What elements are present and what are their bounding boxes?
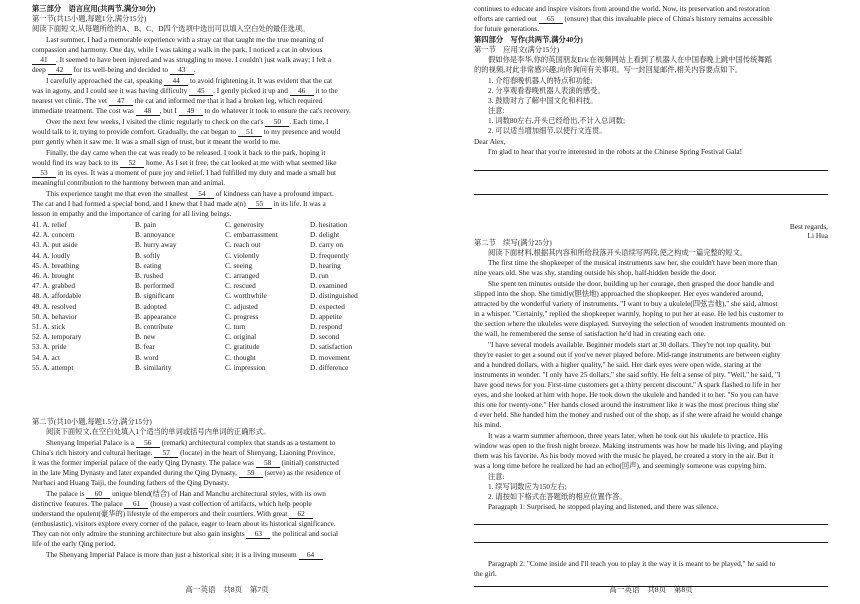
option-c[interactable]: C. embarrassment xyxy=(225,230,278,240)
page-7-text-line: (enthusiastic), visitors explore every corner of the palace, eager to learn about its historical significance. xyxy=(32,519,336,528)
option-c[interactable]: C. worthwhile xyxy=(225,291,267,301)
page-7-text-line: I carefully approached the cat, speaking 44 to avoid frightening it. It was evident that the cat xyxy=(46,76,333,85)
page-8-text-line: 2. 分享观看春晚机器人表演的感受。 xyxy=(488,86,605,95)
answer-blank[interactable]: 55 xyxy=(248,200,272,209)
page-8-text-line: 第二节 续写(满分25分) xyxy=(474,238,552,247)
page-8-text-line: 2. 可以适当增加细节,以使行文连贯。 xyxy=(488,126,607,135)
option-b[interactable]: B. hurry away xyxy=(135,240,177,250)
exam-page-7 xyxy=(32,2,422,594)
option-b[interactable]: B. pain xyxy=(135,220,157,229)
option-b[interactable]: B. performed xyxy=(135,281,174,291)
page-8-text-line: Paragraph 1: Surprised, he stopped playing and listened, and there was silence. xyxy=(488,502,719,511)
page-7-text-line: 第一节(共15小题,每题1分,满分15分) xyxy=(32,14,147,23)
option-d[interactable]: D. hesitation xyxy=(310,220,348,229)
option-b[interactable]: B. annoyance xyxy=(135,230,175,240)
option-b[interactable]: B. similarity xyxy=(135,362,172,372)
page-8-text-line: 1. 词数80左右,开头已经给出,不计入总词数; xyxy=(488,116,626,125)
answer-blank[interactable]: 45 xyxy=(189,87,213,96)
page-8-text-line: 第一节 应用文(满分15分) xyxy=(474,45,560,54)
page-8-text-line: this one for twenty-one." Her hands closed around the instrument like it was the most precious thing she' xyxy=(474,400,780,409)
writing-line[interactable] xyxy=(474,524,828,525)
answer-blank[interactable]: 57 xyxy=(154,449,178,458)
option-d[interactable]: D. respond xyxy=(310,322,343,331)
option-d[interactable]: D. second xyxy=(310,332,340,342)
page-7-text-line: it was the former imperial palace of the early Qing Dynasty. The palace was 58 (initial) constructed xyxy=(32,458,339,467)
page-8-text-line: his mind. xyxy=(474,420,502,429)
option-a[interactable]: 41. A. relief xyxy=(32,220,67,229)
page-8-text-line: 注意: xyxy=(488,106,505,115)
option-b[interactable]: B. adopted xyxy=(135,301,167,311)
page-8-text-line: 1. 介绍春晚机器人的特点和功能; xyxy=(488,76,593,85)
answer-blank[interactable]: 62 xyxy=(289,510,313,519)
answer-blank[interactable]: 61 xyxy=(124,500,148,509)
option-b[interactable]: B. contribute xyxy=(135,322,174,331)
page-8-text-line: have good news for you. First-time customers get a thirty percent discount." A spark flashed to life in her xyxy=(474,380,781,389)
page-7-text-line: purr gently when it saw me. It was a small sign of trust, but it meant the world to me. xyxy=(32,137,281,146)
option-c[interactable]: C. turn xyxy=(225,322,246,331)
option-b[interactable]: B. softly xyxy=(135,250,161,260)
page-7-text-line: 53 in its eyes. It was a moment of pure joy and relief. I had fulfilled my duty and made a small but xyxy=(32,168,336,178)
page-7-footer: 高一英语 共8页 第7页 xyxy=(185,585,269,594)
page-7-text-line: 41 . It seemed to have been injured and was struggling to move. I couldn't just walk away; I felt a xyxy=(32,55,331,65)
option-c[interactable]: C. arranged xyxy=(225,271,260,280)
option-a[interactable]: 47. A. grabbed xyxy=(32,281,75,291)
answer-blank[interactable]: 43 xyxy=(170,66,194,75)
page-7-text-line: distinctive features. The palace 61 (house) a vast collection of artifacts, which help people xyxy=(32,499,312,508)
page-8-text-line: the girl. xyxy=(474,569,497,578)
page-7-text-line: in the late Ming Dynasty and later expanded during the Qing Dynasty, 59 (serve) as the residence of xyxy=(32,468,341,477)
answer-blank[interactable]: 47 xyxy=(109,97,133,106)
option-a[interactable]: 50. A. behavior xyxy=(32,311,77,321)
page-7-text-line: Over the next few weeks, I visited the clinic regularly to check on the cat's 50 . Each time, I xyxy=(46,117,329,126)
option-a[interactable]: 45. A. breathing xyxy=(32,260,80,270)
page-8-text-line: 假如你是李华,你的英国朋友Eric在视频网站上看到了机器人在中国春晚上跳中国传统舞蹈 xyxy=(488,55,772,64)
option-a[interactable]: 53. A. pride xyxy=(32,342,67,352)
option-c[interactable]: C. rescued xyxy=(225,281,256,291)
page-8-text-line: efforts are carried out 65 (ensure) that this invaluable piece of China's history remains accessible xyxy=(474,14,773,23)
option-a[interactable]: 54. A. act xyxy=(32,352,60,362)
page-8-text-line: 注意: xyxy=(488,472,505,481)
option-d[interactable]: D. delight xyxy=(310,230,340,240)
page-7-text-line: They can not only admire the stunning architecture but also gain insights 63 the political and social xyxy=(32,529,339,538)
page-8-text-line: and a hundred dollars, with a higher quality," he said. Her dark eyes were open wide, staring at the xyxy=(474,360,762,369)
page-7-text-line: Nurhaci and Huang Taiji, the founding fathers of the Qing Dynasty. xyxy=(32,478,230,487)
option-a[interactable]: 55. A. attempt xyxy=(32,362,74,372)
page-8-text-line: window was open to the fresh night breeze. Making instruments was how he made his living, and playing xyxy=(474,441,783,450)
option-b[interactable]: B. appearance xyxy=(135,311,177,321)
page-8-text-line: Dear Alex, xyxy=(474,137,506,146)
exam-page-8 xyxy=(474,2,828,594)
page-8-text-line: they're easier to get a sound out if you've never played before. Mid-range instruments are between eighty xyxy=(474,350,781,359)
page-8-text-line: for future generations. xyxy=(474,24,540,33)
answer-blank[interactable]: 49 xyxy=(179,107,203,116)
answer-blank[interactable]: 54 xyxy=(190,190,214,199)
page-8-text-line: The first time the shopkeeper of the musical instruments saw her, she couldn't have been more than xyxy=(488,258,778,267)
page-8-text-line: was a long time before he realized he had an echo(回声), and seemingly someone was copying him. xyxy=(474,461,767,470)
option-d[interactable]: D. distinguished xyxy=(310,291,358,301)
option-d[interactable]: D. frequently xyxy=(310,250,349,260)
option-d[interactable]: D. difference xyxy=(310,362,349,372)
page-8-text-line: "I have several models available. Beginner models start at 30 dollars. They're not top quality, but xyxy=(488,340,771,349)
page-8-text-line: eyes, and she looked at him with hope. He took down the ukulele and handed it to her. "So you can have xyxy=(474,390,779,399)
answer-blank[interactable]: 58 xyxy=(256,459,280,468)
answer-blank[interactable]: 60 xyxy=(86,490,110,499)
page-7-text-line: deep 42 for its well-being and decided to 43 . xyxy=(32,65,196,74)
page-7-text-line: meaningful contribution to the harmony between man and animal. xyxy=(32,178,226,187)
page-8-text-line: attracted by the wonderful variety of instruments. "I want to buy a ukulele(四弦吉他)," she said, almost xyxy=(474,299,778,308)
answer-blank[interactable]: 50 xyxy=(265,118,289,127)
page-7-text-line: Shenyang Imperial Palace is a 56 (remark) architectural complex that stands as a testament to xyxy=(46,438,336,447)
writing-line[interactable] xyxy=(474,170,828,171)
option-a[interactable]: 44. A. loudly xyxy=(32,250,71,260)
option-c[interactable]: C. original xyxy=(225,332,257,342)
page-7-text-line: lesson in empathy and the importance of caring for all living beings. xyxy=(32,209,232,218)
page-8-text-line: the section where the ukuleles were displayed. Surveying the selection of wooden instruments mounted on xyxy=(474,319,786,328)
option-c[interactable]: C. violently xyxy=(225,250,260,260)
option-b[interactable]: B. rushed xyxy=(135,271,163,280)
answer-blank[interactable]: 56 xyxy=(136,439,160,448)
option-d[interactable]: D. carry on xyxy=(310,240,344,250)
writing-line[interactable] xyxy=(474,194,828,195)
option-c[interactable]: C. seeing xyxy=(225,260,253,270)
option-b[interactable]: B. word xyxy=(135,352,159,362)
option-c[interactable]: C. reach out xyxy=(225,240,261,250)
page-8-text-line: 第四部分 写作(共两节,满分40分) xyxy=(474,35,583,44)
page-8-text-line: them was his favorite. As his body moved with the music he played, he created a story in the air. But it xyxy=(474,451,774,460)
option-a[interactable]: 52. A. temporary xyxy=(32,332,82,342)
page-8-text-line: in a whisper. "Certainly," replied the shopkeeper warmly, hoping to put her at ease. He led his customer to xyxy=(474,309,784,318)
page-7-text-line: The Shenyang Imperial Palace is more than just a historical site; it is a living museum 64 xyxy=(46,550,323,560)
signoff-name: Li Hua xyxy=(807,231,828,240)
page-8-text-line: instruments in wonder. "I only have 25 dollars," she said softly. He felt a sense of pity. "Well," he said, "I xyxy=(474,370,781,379)
signoff-regards: Best regards, xyxy=(789,222,828,231)
option-b[interactable]: B. eating xyxy=(135,260,162,270)
page-8-text-line: 3. 鼓励对方了解中国文化和科技。 xyxy=(488,96,598,105)
page-8-text-line: slipped into the shop. She timidly(胆怯地) approached the shopkeeper. Her eyes wandered around, xyxy=(474,289,764,298)
option-d[interactable]: D. appetite xyxy=(310,311,343,321)
page-8-text-line: 的的视频,对此非常感兴趣,向你询问有关事项。写一封回复邮件,相关内容要点如下。 xyxy=(474,65,743,74)
option-a[interactable]: 46. A. brought xyxy=(32,271,75,280)
option-a[interactable]: 43. A. put aside xyxy=(32,240,78,250)
option-a[interactable]: 42. A. concern xyxy=(32,230,75,240)
answer-blank[interactable]: 41 xyxy=(32,56,56,65)
page-8-text-line: 2. 请按如下格式在答题纸的相应位置作答。 xyxy=(488,492,627,501)
option-d[interactable]: D. satisfaction xyxy=(310,342,353,352)
page-7-text-line: 阅读下面短文,在空白处填入1个适当的单词或括号内单词的正确形式。 xyxy=(46,427,271,436)
page-8-text-line: 阅读下面材料,根据其内容和所给段落开头语续写两段,使之构成一篇完整的短文。 xyxy=(488,248,748,257)
writing-line[interactable] xyxy=(474,542,828,543)
page-8-footer: 高一英语 共8页 第8页 xyxy=(609,585,693,594)
page-7-text-line: understand the opulent(豪华的) lifestyle of the emperors and their courtiers. With great 62 xyxy=(32,509,313,519)
option-c[interactable]: C. impression xyxy=(225,362,266,372)
answer-blank[interactable]: 48 xyxy=(136,107,160,116)
page-8-text-line: the wall, he remembered the sense of satisfaction he'd had in creating each one. xyxy=(474,329,706,338)
page-7-text-line: immediate treatment. The cost was 48 , but I 49 to do whatever it took to ensure the cat's recovery. xyxy=(32,106,351,115)
option-c[interactable]: C. adjusted xyxy=(225,301,258,311)
answer-blank[interactable]: 51 xyxy=(238,128,262,137)
page-8-text-line: 1. 续写词数应为150左右; xyxy=(488,482,567,491)
option-c[interactable]: C. thought xyxy=(225,352,256,362)
option-b[interactable]: B. new xyxy=(135,332,156,342)
answer-blank[interactable]: 63 xyxy=(246,530,270,539)
answer-blank[interactable]: 64 xyxy=(299,551,323,560)
page-7-text-line: The cat and I had formed a special bond, and I knew that I had made a(n) 55 in its life. It was a xyxy=(32,199,326,208)
page-8-text-line: It was a warm summer afternoon, three years later, when he took out his ukulele to practice. His xyxy=(488,431,769,440)
page-7-text-line: This experience taught me that even the smallest 54 of kindness can have a profound impact. xyxy=(46,189,334,198)
page-7-text-line: Finally, the day came when the cat was ready to be released. I took it back to the park, hoping it xyxy=(46,148,326,157)
option-d[interactable]: D. run xyxy=(310,271,329,280)
page-7-text-line: nearest vet clinic. The vet 47 the cat and informed me that it had a broken leg, which required xyxy=(32,96,323,105)
page-7-text-line: The palace is 60 unique blend(结合) of Han and Manchu architectural styles, with its own xyxy=(46,489,326,498)
page-7-text-line: would talk to it, trying to provide comfort. Gradually, the cat began to 51 to my presence and would xyxy=(32,127,341,136)
page-7-text-line: would find its way back to its 52 home. As I set it free, the cat looked at me with what seemed like xyxy=(32,158,337,167)
option-c[interactable]: C. gratitude xyxy=(225,342,260,352)
answer-blank[interactable]: 59 xyxy=(239,469,263,478)
page-7-text-line: Last summer, I had a memorable experience with a stray cat that taught me the true meaning of xyxy=(46,35,324,44)
option-c[interactable]: C. progress xyxy=(225,311,259,321)
answer-blank[interactable]: 52 xyxy=(120,159,144,168)
option-b[interactable]: B. significant xyxy=(135,291,175,301)
answer-blank[interactable]: 42 xyxy=(48,66,72,75)
answer-blank[interactable]: 53 xyxy=(32,169,56,178)
answer-blank[interactable]: 46 xyxy=(290,87,314,96)
page-8-text-line: She spent ten minutes outside the door, building up her courage, then grasped the door handle and xyxy=(488,279,774,288)
option-d[interactable]: D. expected xyxy=(310,301,345,311)
page-8-text-line: continues to educate and inspire visitors from around the world. Now, its preservation and restoration xyxy=(474,4,770,13)
page-8-text-line: d ever held. She handed him the money and rushed out of the shop, as if she were afraid he would change xyxy=(474,410,783,419)
answer-blank[interactable]: 44 xyxy=(164,77,188,86)
page-7-text-line: life of the early Qing period. xyxy=(32,539,116,548)
page-8-text-line: Paragraph 2: "Come inside and I'll teach you to play it the way it is meant to be played," he said to xyxy=(488,559,776,568)
page-7-text-line: 阅读下面短文,从每题所给的A、B、C、D四个选项中选出可以填入空白处的最佳选项。 xyxy=(32,24,310,33)
option-b[interactable]: B. fear xyxy=(135,342,155,352)
option-d[interactable]: D. examined xyxy=(310,281,348,291)
page-8-text-line: nine years old. She was shy, standing outside his shop, half-hidden beside the door. xyxy=(474,268,717,277)
page-8-text-line: I'm glad to hear that you're interested in the robots at the Chinese Spring Festival Gala! xyxy=(488,147,743,156)
option-a[interactable]: 49. A. resolved xyxy=(32,301,77,311)
option-d[interactable]: D. movement xyxy=(310,352,350,362)
page-7-text-line: compassion and harmony. One day, while I was taking a walk in the park, I noticed a cat in obvious xyxy=(32,45,323,54)
page-7-text-line: was in agony, and I could see it was having difficulty 45 . I gently picked it up and 46 it to the xyxy=(32,86,338,95)
page-7-text-line: 第三部分 语言应用(共两节,满分30分) xyxy=(32,4,156,13)
option-a[interactable]: 51. A. stick xyxy=(32,322,66,331)
option-a[interactable]: 48. A. affordable xyxy=(32,291,82,301)
answer-blank[interactable]: 65 xyxy=(539,15,563,24)
option-d[interactable]: D. hearing xyxy=(310,260,341,270)
option-c[interactable]: C. generosity xyxy=(225,220,264,229)
page-7-text-line: China's rich history and cultural heritage. 57 (locate) in the heart of Shenyang, Liaoning Province, xyxy=(32,448,336,457)
page-7-text-line: 第二节(共10小题,每题1.5分,满分15分) xyxy=(32,417,152,426)
